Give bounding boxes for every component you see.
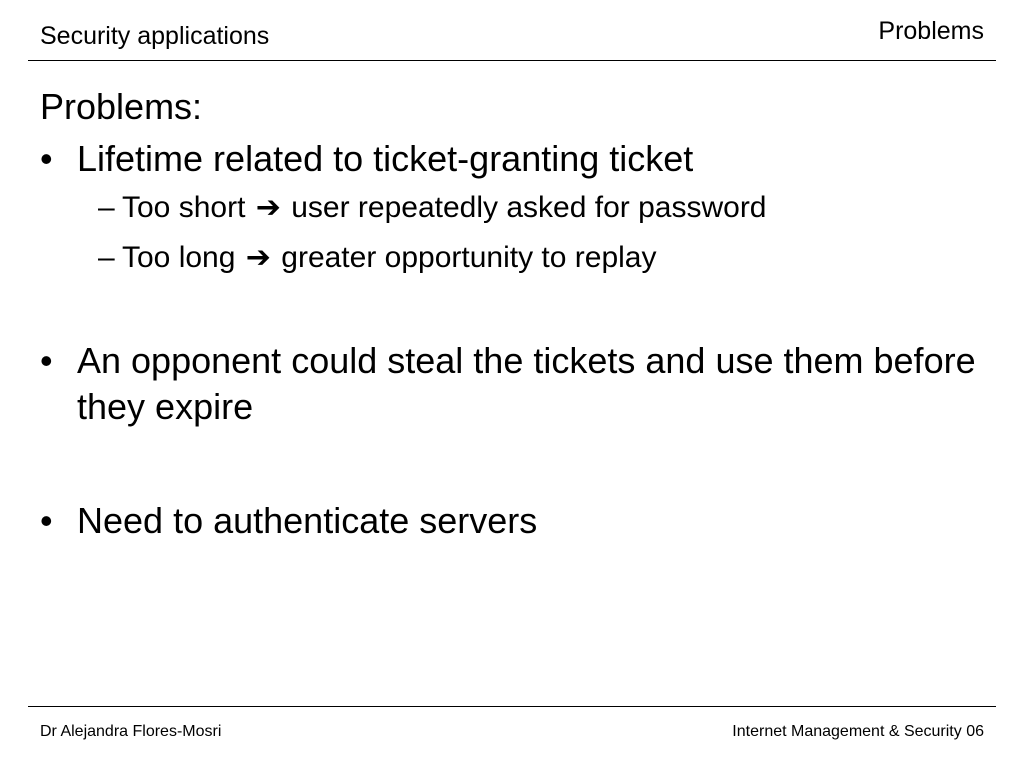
slide-content bbox=[40, 84, 980, 544]
footer-author: Dr Alejandra Flores-Mosri bbox=[40, 723, 222, 740]
header-title: Security applications bbox=[40, 22, 270, 50]
slide-heading: Problems: bbox=[40, 86, 203, 127]
bullet-item bbox=[40, 338, 980, 430]
bullet-marker: • bbox=[40, 138, 53, 179]
header-divider bbox=[28, 60, 996, 61]
bullet-text: An opponent could steal the tickets and use them before they expire bbox=[77, 340, 976, 427]
bullet-item bbox=[40, 136, 980, 182]
sub-bullet-before: Too long bbox=[122, 241, 236, 274]
sub-bullet-marker: – bbox=[98, 191, 115, 224]
sub-bullet-after: greater opportunity to replay bbox=[281, 241, 657, 274]
sub-bullet-item bbox=[40, 184, 980, 232]
bullet-marker: • bbox=[40, 340, 53, 381]
section-title: Problems bbox=[878, 17, 984, 45]
sub-bullet-item bbox=[40, 234, 980, 282]
right-arrow-icon: ➔ bbox=[255, 191, 281, 224]
right-arrow-icon: ➔ bbox=[245, 241, 271, 274]
sub-bullet-before: Too short bbox=[122, 191, 246, 224]
bullet-item bbox=[40, 498, 980, 544]
sub-bullet-after: user repeatedly asked for password bbox=[291, 191, 767, 224]
bullet-text: Need to authenticate servers bbox=[77, 500, 538, 541]
sub-bullet-marker: – bbox=[98, 241, 115, 274]
bullet-text: Lifetime related to ticket-granting ticket bbox=[77, 138, 694, 179]
bullet-marker: • bbox=[40, 500, 53, 541]
footer-course: Internet Management & Security 06 bbox=[732, 723, 984, 740]
footer-divider bbox=[28, 706, 996, 707]
